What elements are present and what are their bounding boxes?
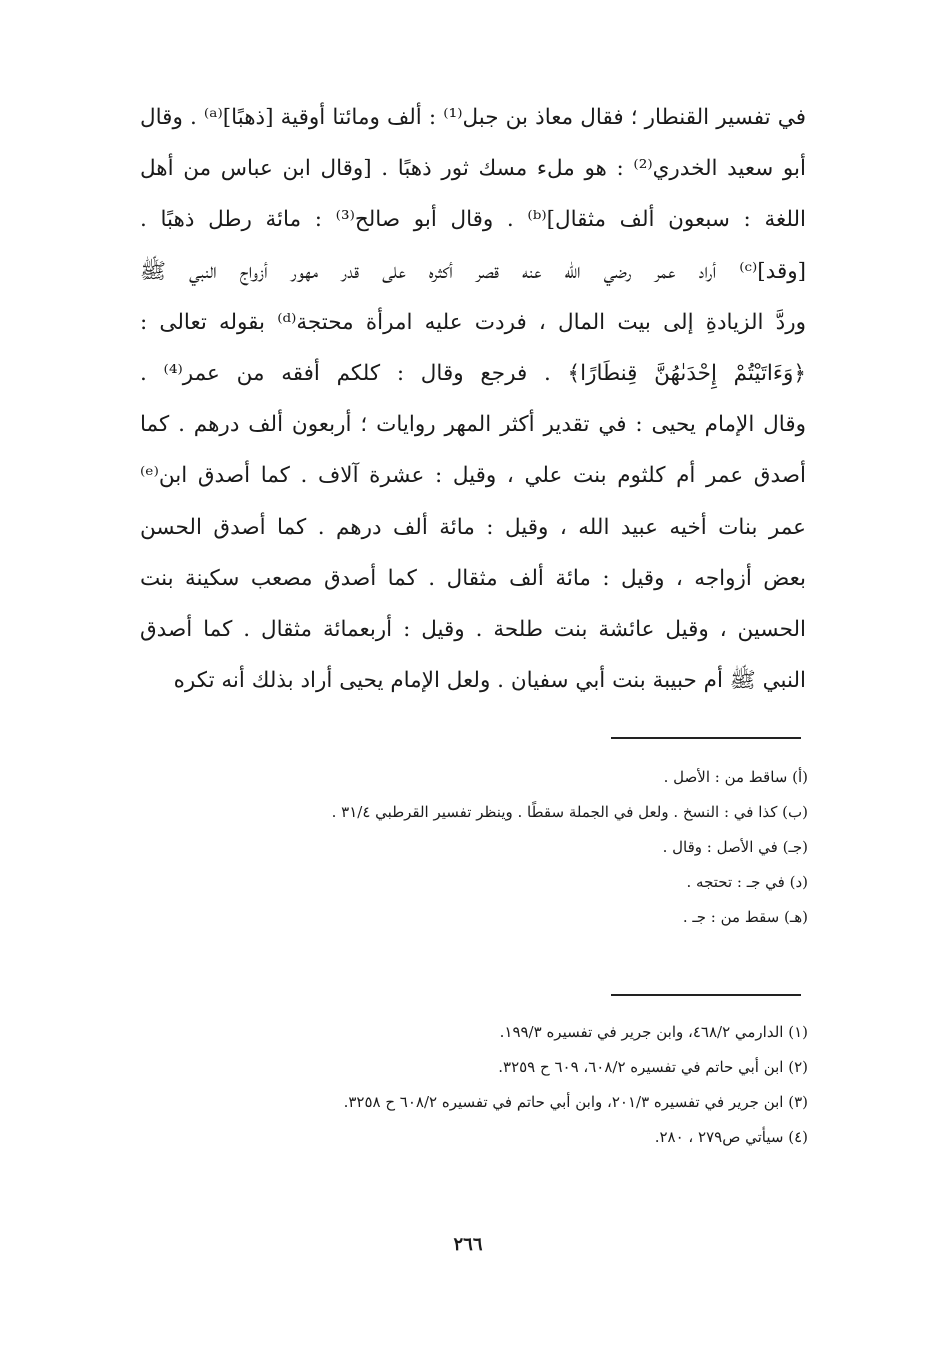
reference-footnote: (٢) ابن أبي حاتم في تفسيره ٦٠٨/٢، ٦٠٩ ح ٣٢٥٩. [498,1058,808,1076]
main-text-line: عمر بنات أخيه عبيد الله ، وقيل : مائة ألف درهم . كما أصدق الحسن [140,514,806,540]
reference-footnote: (١) الدارمي ٤٦٨/٢، وابن جرير في تفسيره ١٩٩/٣. [499,1023,808,1041]
main-text-line: [وقد]⁽ᶜ⁾ أراد عمر رضي الله عنه قصر أكثره على قدر مهور أزواج النبي ﷺ [140,258,806,284]
footnote-divider-references [611,994,801,996]
variant-footnote: (د) في جـ : تحتجه . [686,873,808,891]
reference-footnote: (٣) ابن جرير في تفسيره ٢٠١/٣، وابن أبي حاتم في تفسيره ٦٠٨/٢ ح ٣٢٥٨. [343,1093,808,1111]
main-text-block [140,92,806,706]
main-text-line: أصدق عمر أم كلثوم بنت علي ، وقيل : عشرة آلاف . كما أصدق ابن⁽ᵉ⁾ [140,463,806,489]
variant-footnote: (هـ) سقط من : جـ . [682,908,808,926]
main-text-line: وردَّ الزيادةِ إلى بيت المال ، فردت عليه امرأة محتجة⁽ᵈ⁾ بقوله تعالى : [140,309,806,335]
main-text-line: الحسين ، وقيل عائشة بنت طلحة . وقيل : أربعمائة مثقال . كما أصدق [140,616,806,642]
footnote-divider-variants [611,737,801,739]
main-text-line: وقال الإمام يحيى : في تقدير أكثر المهر روايات ؛ أربعون ألف درهم . كما [140,412,806,438]
main-text-line: اللغة : سبعون ألف مثقال]⁽ᵇ⁾ . وقال أبو صالح⁽³⁾ : مائة رطل ذهبًا . [140,207,806,233]
main-text-line: ﴿وَءَاتَيْتُمْ إِحْدَىٰهُنَّ قِنطَارًا﴾ . فرجع وقال : كلكم أفقه من عمر⁽⁴⁾ . [140,360,806,386]
variant-footnotes [188,760,808,935]
main-text-line: النبي ﷺ أم حبيبة بنت أبي سفيان . ولعل الإمام يحيى أراد بذلك أنه تكره [173,668,806,694]
main-text-line: في تفسير القنطار ؛ فقال معاذ بن جبل⁽¹⁾ : ألف ومائتا أوقية [ذهبًا]⁽ᵃ⁾ . وقال [140,105,806,130]
variant-footnote: (جـ) في الأصل : وقال . [662,838,808,856]
reference-footnotes [188,1015,808,1155]
page-number: ٢٦٦ [453,1234,483,1255]
main-text-line: أبو سعيد الخدري⁽²⁾ : هو ملء مسك ثور ذهبًا . [وقال ابن عباس من أهل [140,156,806,182]
variant-footnote: (ب) كذا في : النسخ . ولعل في الجملة سقطًا . وينظر تفسير القرطبي ٣١/٤ . [331,803,808,821]
main-text-line: بعض أزواجه ، وقيل : مائة ألف مثقال . كما أصدق مصعب سكينة بنت [140,565,806,591]
reference-footnote: (٤) سيأتي ص٢٧٩ ، ٢٨٠. [654,1128,808,1146]
variant-footnote: (أ) ساقط من : الأصل . [663,768,808,786]
